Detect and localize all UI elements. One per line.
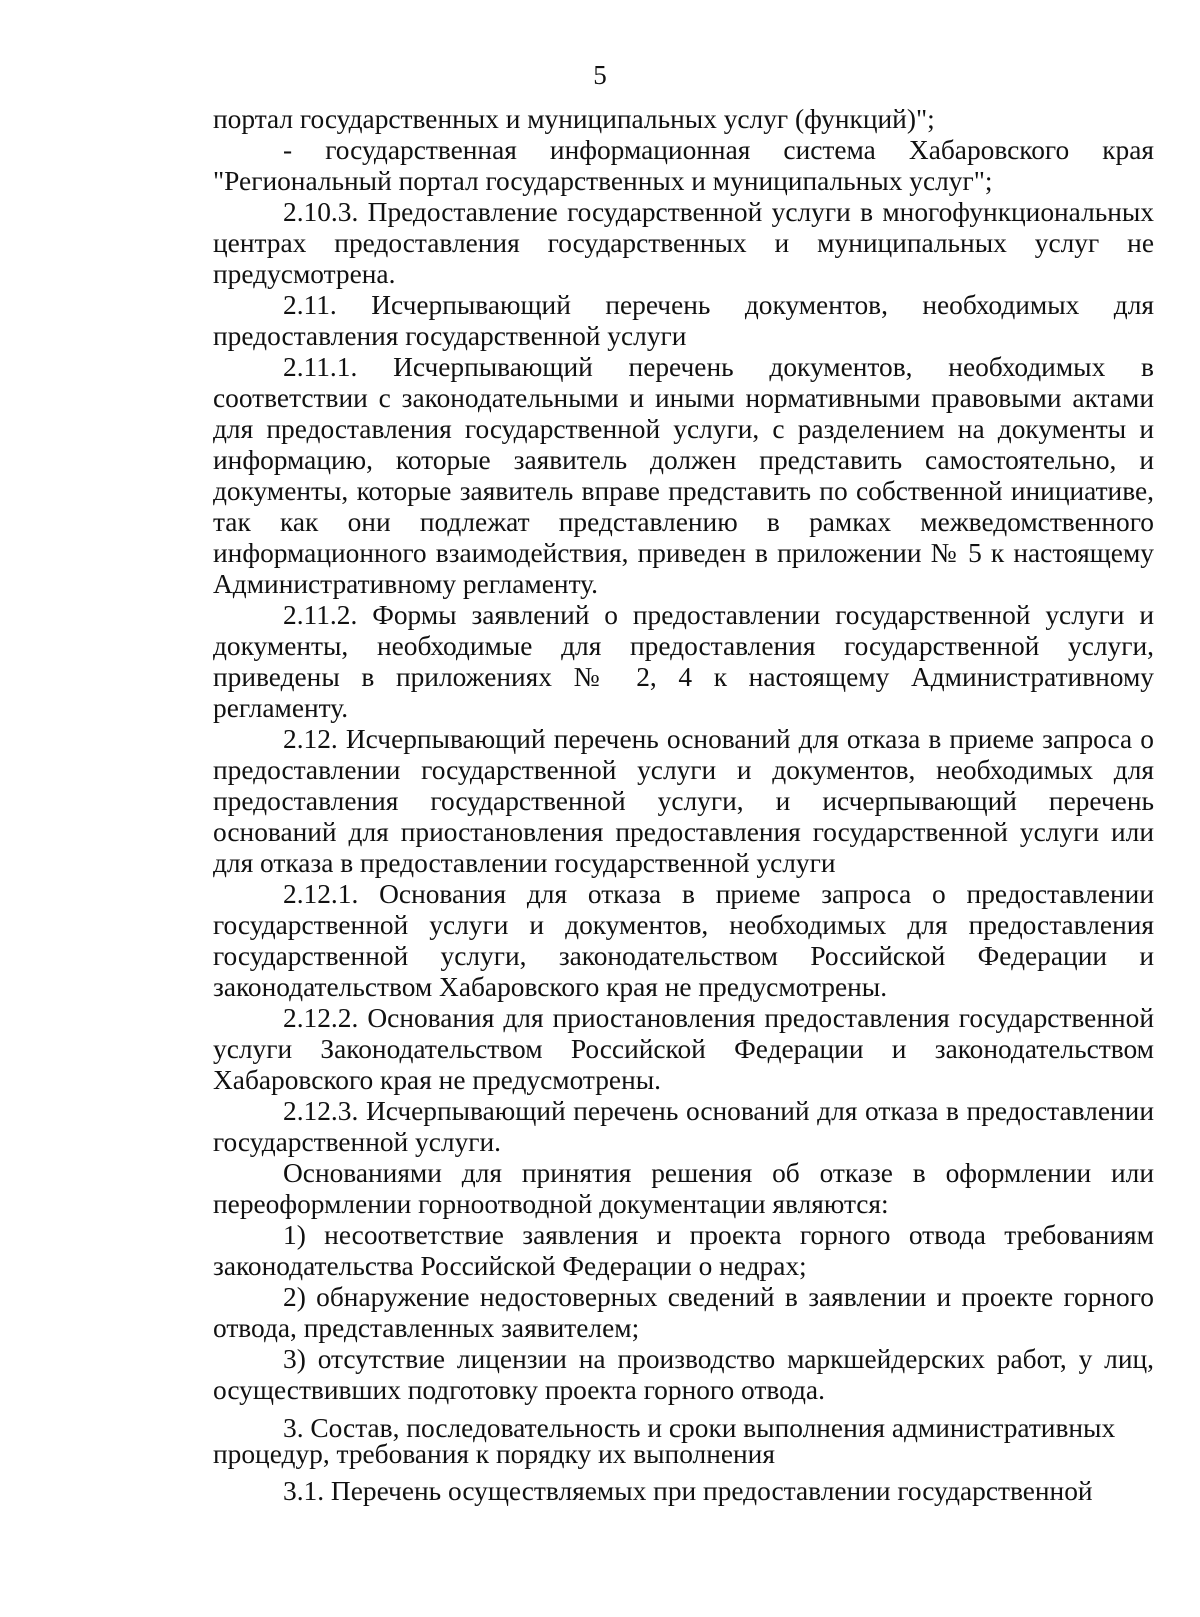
paragraph-2-12-3: 2.12.3. Исчерпывающий перечень оснований для отказа в предоставлении государственной услуги. (213, 1096, 1154, 1157)
paragraph-regional-portal: - государственная информационная система Хабаровского края "Региональный портал государственных и муниципальных услуг"; (213, 135, 1154, 196)
paragraph-refusal-grounds: Основаниями для принятия решения об отказе в оформлении или переоформлении горноотводной документации являются: (213, 1158, 1154, 1219)
list-item-2: 2) обнаружение недостоверных сведений в заявлении и проекте горного отвода, представленных заявителем; (213, 1282, 1154, 1343)
paragraph-2-12-2: 2.12.2. Основания для приостановления предоставления государственной услуги Законодательством Российской Федерации и законодательством Хабаровского края не предусмотрены. (213, 1003, 1154, 1095)
paragraph-3-1: 3.1. Перечень осуществляемых при предоставлении государственной (283, 1476, 1093, 1506)
list-item-1: 1) несоответствие заявления и проекта горного отвода требованиям законодательства Российской Федерации о недрах; (213, 1220, 1154, 1281)
paragraph-2-10-3: 2.10.3. Предоставление государственной услуги в многофункциональных центрах предоставления государственных и муниципальных услуг не предусмотрена. (213, 197, 1154, 289)
document-body (213, 104, 1154, 1507)
paragraph-2-11: 2.11. Исчерпывающий перечень документов, необходимых для предоставления государственной услуги (213, 290, 1154, 351)
page-number: 5 (593, 60, 607, 90)
paragraph-portal-continuation: портал государственных и муниципальных услуг (функций)"; (213, 104, 935, 134)
paragraph-2-11-2: 2.11.2. Формы заявлений о предоставлении государственной услуги и документы, необходимые для предоставления государственной услуги, приведены в приложениях № 2, 4 к настоящему Административному регламенту. (213, 600, 1154, 723)
paragraph-2-12-1: 2.12.1. Основания для отказа в приеме запроса о предоставлении государственной услуги и документов, необходимых для предоставления государственной услуги, законодательством Российской Федерации и законодательством Хабаровского края не предусмотрены. (213, 879, 1154, 1002)
section-3-heading: 3. Состав, последовательность и сроки выполнения административных процедур, требования к порядку их выполнения (213, 1413, 1116, 1469)
paragraph-2-12: 2.12. Исчерпывающий перечень оснований для отказа в приеме запроса о предоставлении государственной услуги и документов, необходимых для предоставления государственной услуги, и исчерпывающий перечень оснований для приостановления предоставления государственной услуги или для отказа в предоставлении государственной услуги (213, 724, 1154, 878)
list-item-3: 3) отсутствие лицензии на производство маркшейдерских работ, у лиц, осуществивших подготовку проекта горного отвода. (213, 1344, 1154, 1405)
paragraph-2-11-1: 2.11.1. Исчерпывающий перечень документов, необходимых в соответствии с законодательными и иными нормативными правовыми актами для предоставления государственной услуги, с разделением на документы и информацию, которые заявитель должен представить самостоятельно, и документы, которые заявитель вправе представить по собственной инициативе, так как они подлежат представлению в рамках межведомственного информационного взаимодействия, приведен в приложении № 5 к настоящему Административному регламенту. (213, 352, 1154, 599)
